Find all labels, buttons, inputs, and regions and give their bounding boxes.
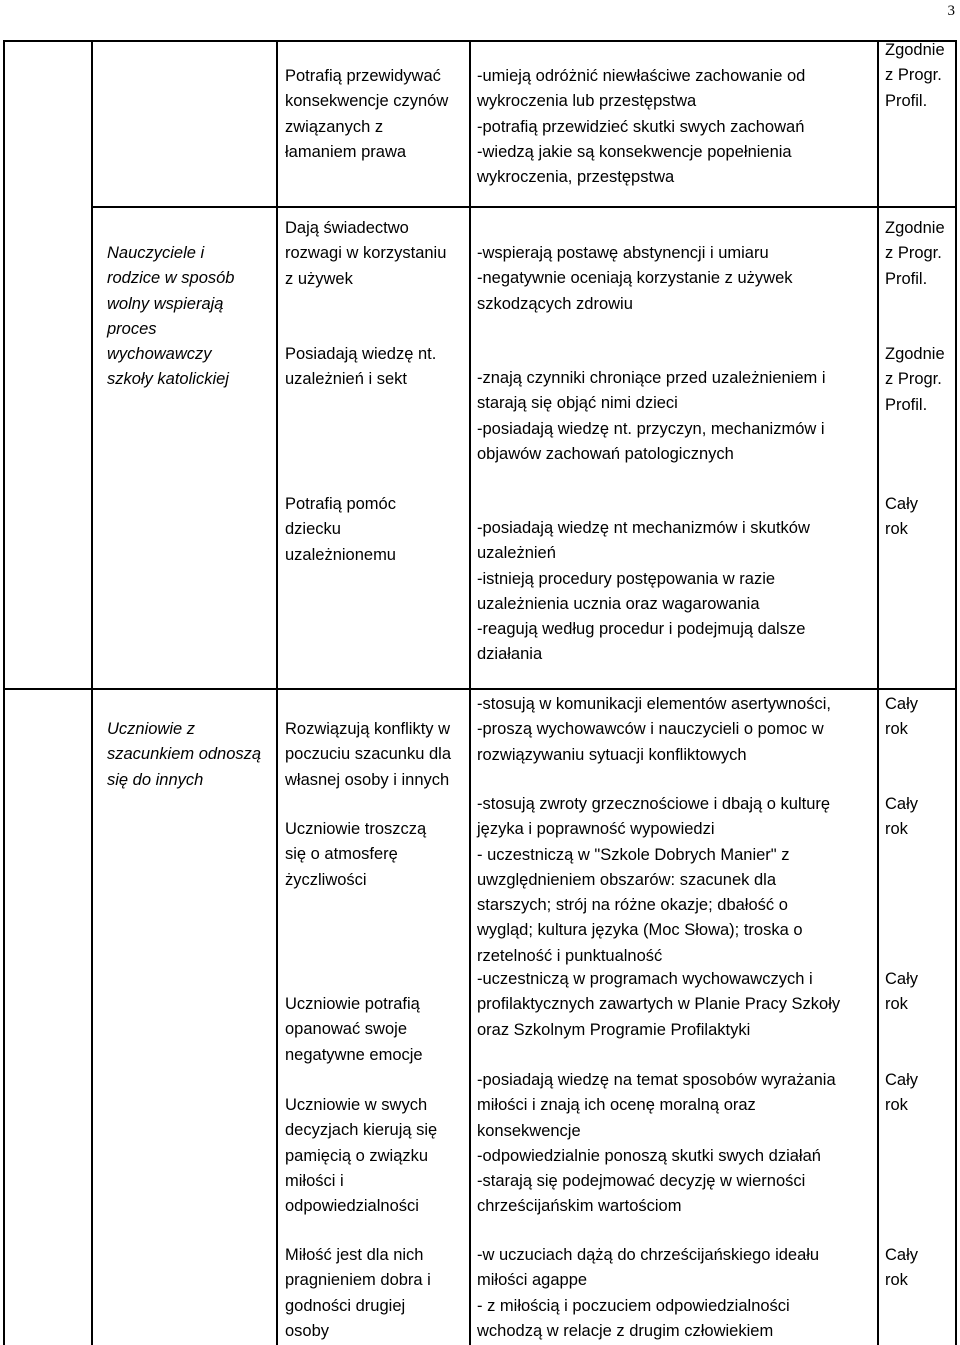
deadline-middle-1: Zgodnie z Progr. Profil. bbox=[885, 219, 945, 288]
deadline-bottom-5: Cały rok bbox=[885, 1246, 919, 1290]
deadline-bottom-4: Cały rok bbox=[885, 1071, 919, 1115]
goal-prudence-stimulants: Dają świadectwo rozwagi w korzystaniu z używek bbox=[285, 219, 447, 288]
deadline-middle-3: Cały rok bbox=[885, 495, 919, 539]
outcomes-procedures: -posiadają wiedzę nt mechanizmów i skutków uzależnień -istnieją procedury postępowania w razie uzależnienia ucznia oraz wagarowania -reagują według procedur i podejmują dalsze działania bbox=[477, 519, 810, 664]
goal-kindness: Uczniowie troszczą się o atmosferę życzliwości bbox=[285, 820, 427, 889]
outcomes-assertiveness: -stosują w komunikacji elementów asertywności, -proszą wychowawców i nauczycieli o pomoc w rozwiązywaniu sytuacji konfliktowych bbox=[477, 695, 831, 764]
outcomes-law-consequences: -umieją odróżnić niewłaściwe zachowanie od wykroczenia lub przestępstwa -potrafią przewidzieć skutki swych zachowań -wiedzą jakie są konsekwencje popełnienia wykroczenia, przestępstwa bbox=[477, 67, 806, 187]
area-respect-others: Uczniowie z szacunkiem odnoszą się do innych bbox=[107, 720, 262, 789]
goal-control-emotions: Uczniowie potrafią opanować swoje negatywne emocje bbox=[285, 995, 423, 1064]
deadline-bottom-1: Cały rok bbox=[885, 695, 919, 739]
goal-love-dignity: Miłość jest dla nich pragnieniem dobra i godności drugiej osoby bbox=[285, 1246, 431, 1340]
outcomes-love-knowledge: -posiadają wiedzę na temat sposobów wyrażania miłości i znają ich ocenę moralną oraz konsekwencje -odpowiedzialnie ponoszą skutki swych działań -starają się podejmować decyzję w wierności chrześcijańskim wartościom bbox=[477, 1071, 836, 1216]
goal-knowledge-addictions: Posiadają wiedzę nt. uzależnień i sekt bbox=[285, 345, 437, 389]
outcomes-abstinence: -wspierają postawę abstynencji i umiaru -negatywnie oceniają korzystanie z używek szkodzących zdrowiu bbox=[477, 244, 793, 313]
outcomes-prevention-programs: -uczestniczą w programach wychowawczych i profilaktycznych zawartych w Planie Pracy Szkoły oraz Szkolnym Programie Profilaktyki bbox=[477, 970, 841, 1039]
area-teachers-parents: Nauczyciele i rodzice w sposób wolny wspierają proces wychowawczy szkoły katolickiej bbox=[107, 244, 235, 389]
goal-help-addicted-child: Potrafią pomóc dziecku uzależnionemu bbox=[285, 495, 396, 564]
deadline-bottom-3: Cały rok bbox=[885, 970, 919, 1014]
goal-predict-consequences: Potrafią przewidywać konsekwencje czynów związanych z łamaniem prawa bbox=[285, 67, 449, 161]
goal-resolve-conflicts: Rozwiązują konflikty w poczuciu szacunku dla własnej osoby i innych bbox=[285, 720, 452, 789]
deadline-top: Zgodnie z Progr. Profil. bbox=[885, 41, 945, 110]
outcomes-good-manners: -stosują zwroty grzecznościowe i dbają o kulturę języka i poprawność wypowiedzi - uczestniczą w "Szkole Dobrych Manier" z uwzględnieniem obszarów: szacunek dla starszych; strój na różne okazje; dbałość o wygląd; kultura języka (Moc Słowa); troska o rzetelność i punktualność bbox=[477, 795, 831, 965]
deadline-middle-2: Zgodnie z Progr. Profil. bbox=[885, 345, 945, 414]
category-dignity bbox=[0, 928, 3, 1010]
outcomes-protective-factors: -znają czynniki chroniące przed uzależnieniem i starają się objąć nimi dzieci -posiadają wiedzę nt. przyczyn, mechanizmów i objawów zachowań patologicznych bbox=[477, 369, 826, 463]
deadline-bottom-2: Cały rok bbox=[885, 795, 919, 839]
outcomes-christian-ideal: -w uczuciach dążą do chrześcijańskiego ideału miłości agappe - z miłością i poczuciem odpowiedzialności wchodzą w relacje z drugim człowiekiem bbox=[477, 1246, 820, 1340]
goal-love-responsibility: Uczniowie w swych decyzjach kierują się pamięcią o związku miłości i odpowiedzialności bbox=[285, 1096, 438, 1216]
page-number: 3 bbox=[947, 3, 955, 19]
